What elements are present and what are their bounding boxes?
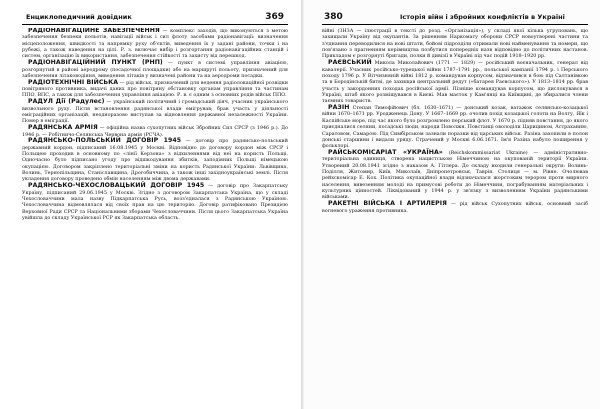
entry-term: РАЙСЬКОМІСАРІАТ «УКРАЇНА» <box>328 149 443 157</box>
left-page-number: 369 <box>265 12 284 22</box>
right-page-number: 380 <box>324 12 343 22</box>
right-page-body <box>322 28 588 405</box>
entry <box>22 138 288 182</box>
entry-text: — рід військ, призначений для ведення радіолокаційної розвідки повітряного противника, видачі даних про повітряну обстановку органам управління та частинам ППО, ВПС, а також для забезпечення управління авіацією. Р. в. є одним з основних родів військ ППО. <box>22 79 288 99</box>
entry <box>22 60 288 79</box>
entry-text: — договір про Закарпатську Україну, підписаний 29.06.1945 у Москві. Згідно з договором Закарпатська Україна, що у складі Чехословаччини мала назву Підкарпатська Русь, возз'єдналася з Радянською Україною. Чехословаччина відмовлялася від своїх прав на цю територію. Договір ратифіковано Президією Верховної Ради СРСР та Національними зборами Чехословаччини. Після цього Закарпатська Україна увійшла до складу Української РСР як Закарпатська область. <box>22 183 288 221</box>
entry <box>22 125 288 138</box>
entry <box>22 28 288 60</box>
entry-term: РАКЕТНІ ВІЙСЬКА І АРТИЛЕРІЯ <box>328 200 447 208</box>
right-running-title: Історія війн і збройних конфліктів в Україні <box>400 13 565 21</box>
entry-term: РАДІОТЕХНІЧНІ ВІЙСЬКА <box>28 78 119 86</box>
entry <box>322 201 588 214</box>
right-page <box>304 0 600 409</box>
entry-text: — комплекс заходів, що виконуються з метою забезпечення безпеки польотів, навігації військ і сил флоту засобами радіонавігації: визначення місцеположення, швидкості та напрямку руху об'єктів, виведення їх у задані райони, точки і на рубежі, а також наведення на цілі. Р. з. включає вибір і розгортання радіонавігаційних станцій і систем, організацію їх використання, забезпечення стійкості та захисту від перешкод. <box>22 28 288 60</box>
right-page-header <box>322 8 588 25</box>
entry <box>22 99 288 124</box>
entry-term: РАДЯНСЬКА АРМІЯ <box>28 124 98 132</box>
left-running-title: Енциклопедичний довідник <box>26 13 132 21</box>
entry-term: РАДІОНАВІГАЦІЙНИЙ ПУНКТ (РНП) <box>28 59 163 67</box>
entry-text: — договір про радянсько-польський державний кордон, підписаний 16.08.1945 у Москві. Відповідно до договору кордон між СРСР і Польщею проходив в основному по «лінії Керзона» з відхиленнями від неї на користь Польщі. Одночасно було підписано угоду про відшкодування збитків, заподіяних Польщі німецькою окупацією. Договором закріплено територіальні зміни на користь Радянської України: Львівщина, Волинь, Тернопільщина, Станіславщина, Дрогобиччина, а також інші західноукраїнські землі. Після укладення договору проведено обмін населенням між двома державами. <box>22 138 288 183</box>
entry-term: РАДІОНАВІГАЦІЙНЕ ЗАБЕЗПЕЧЕННЯ <box>28 28 160 34</box>
left-page-body <box>22 28 288 405</box>
entry-text: війні (ЗНЗА — ілюстрації в тексті до розд. «Організація»), у складі якої кілька угруповань, що захищали Україну від окупантів. За рішенням Наркомату оборони СРСР новоутворені частини та з'єднання переводилися на нові штати, бойові підрозділи отримали нові найменування та номери, що пов'язано з прагненням керівництва позбутися попередніх назв відповідно до політичних настанов. Прикладом є розгорнуті бригади, полки й дивізії в Україні під час подій 1918–1920 рр. <box>322 28 588 60</box>
entry-text: — рід військ Сухопутних військ, основний засіб вогневого ураження противника. <box>322 201 588 214</box>
entry-term: РАЗІН <box>328 104 350 112</box>
entry-text: — український політичний і громадський діяч, учасник українського визвольного руху. Після встановлення радянської влади емігрував; брав участь у діяльності еміграційних організацій, неодноразово виступав за відновлення державної незалежності України. Помер в еміграції. <box>22 99 288 125</box>
entry <box>322 28 588 60</box>
entry-text: Микола Миколайович (1771 — 1829) — російський воєначальник, генерал від кавалерії. Учасник російсько-турецької війни 1787–1791 рр., польської кампанії 1794 р. і Перського походу 1796 р. У Вітчизняній війні 1812 р. командував корпусом, відзначився в бою під Салтанівкою та в Бородінській битві, де захищав центральний редут («батарея Раєвського»). У 1813–1814 рр. брав участь у закордонних походах російської армії. Пізніше командував корпусом, що дислокувався в Україні, штаб якого розміщувався в Києві. Мав маєток у Кам'янці на Київщині, де збиралися члени таємних товариств. <box>322 60 588 105</box>
entry-text: — офіційна назва сухопутних військ Збройних Сил СРСР (з 1946 р.). До 1946 р. — Робітничо-Селянська Червона армія (РСЧА). <box>22 125 288 138</box>
entry-term: РАДЯНСЬКО-ЧЕХОСЛОВАЦЬКИЙ ДОГОВІР 1945 <box>28 182 205 190</box>
entry <box>322 105 588 149</box>
entry <box>22 80 288 99</box>
entry <box>322 60 588 104</box>
entry-term: РАДУЛ Дії (Радулес) <box>28 98 105 106</box>
entry <box>22 183 288 221</box>
entry-term: РАЄВСЬКИЙ <box>328 59 372 67</box>
entry-text: — пункт в системі управління авіацією, розгорнутий в районі аеродрому (посадочної площадки) або на маршруті польоту, призначений для забезпечення літаководіння, виведення літаків у визначені райони та на аеродроми посадки. <box>22 60 288 79</box>
left-page-header <box>22 8 288 25</box>
entry <box>322 150 588 201</box>
entry-term: РАДЯНСЬКО-ПОЛЬСЬКИЙ ДОГОВІР 1945 <box>28 137 182 145</box>
entry-text: (Reichskommissariat Ukraine) — адміністративно-територіальна одиниця, створена нацистською Німеччиною на окупованій території України. Утворений 20.08.1941 згідно з наказом А. Гітлера. До складу входили генеральні округи: Волинь-Поділля, Житомир, Київ, Миколаїв, Дніпропетровськ, Таврія. Столиця — м. Рівне. Очолював рейхскомісар Е. Кох. Політика окупаційної влади відзначалася жорстоким терором проти мирного населення, вивезенням молоді на примусові роботи до Німеччини, пограбуванням матеріальних і культурних цінностей. Ліквідований у 1944 р. у зв'язку з визволенням України радянськими військами. <box>322 150 588 201</box>
entry-text: Степан Тимофійович (бл. 1630–1671) — донський козак, ватажок селянсько-козацької війни 1670–1671 рр. Уродженець Дону. У 1667–1669 рр. очолив похід козацької голоти на Волгу, Яїк і Каспійське море, під час якого було розгромлено перський флот. У 1670 р. підняв повстання, до якого приєдналися селяни, посадські люди, народи Поволжя. Повстанці оволоділи Царицином, Астраханню, Саратовом, Самарою. Під Симбірськом зазнали поразки від царських військ. Разіна захопили в полон донські старшини і видали уряду. Страчений у Москві 6.06.1671. Ім'я Разіна набуло поширення у фольклорі. <box>322 105 588 150</box>
